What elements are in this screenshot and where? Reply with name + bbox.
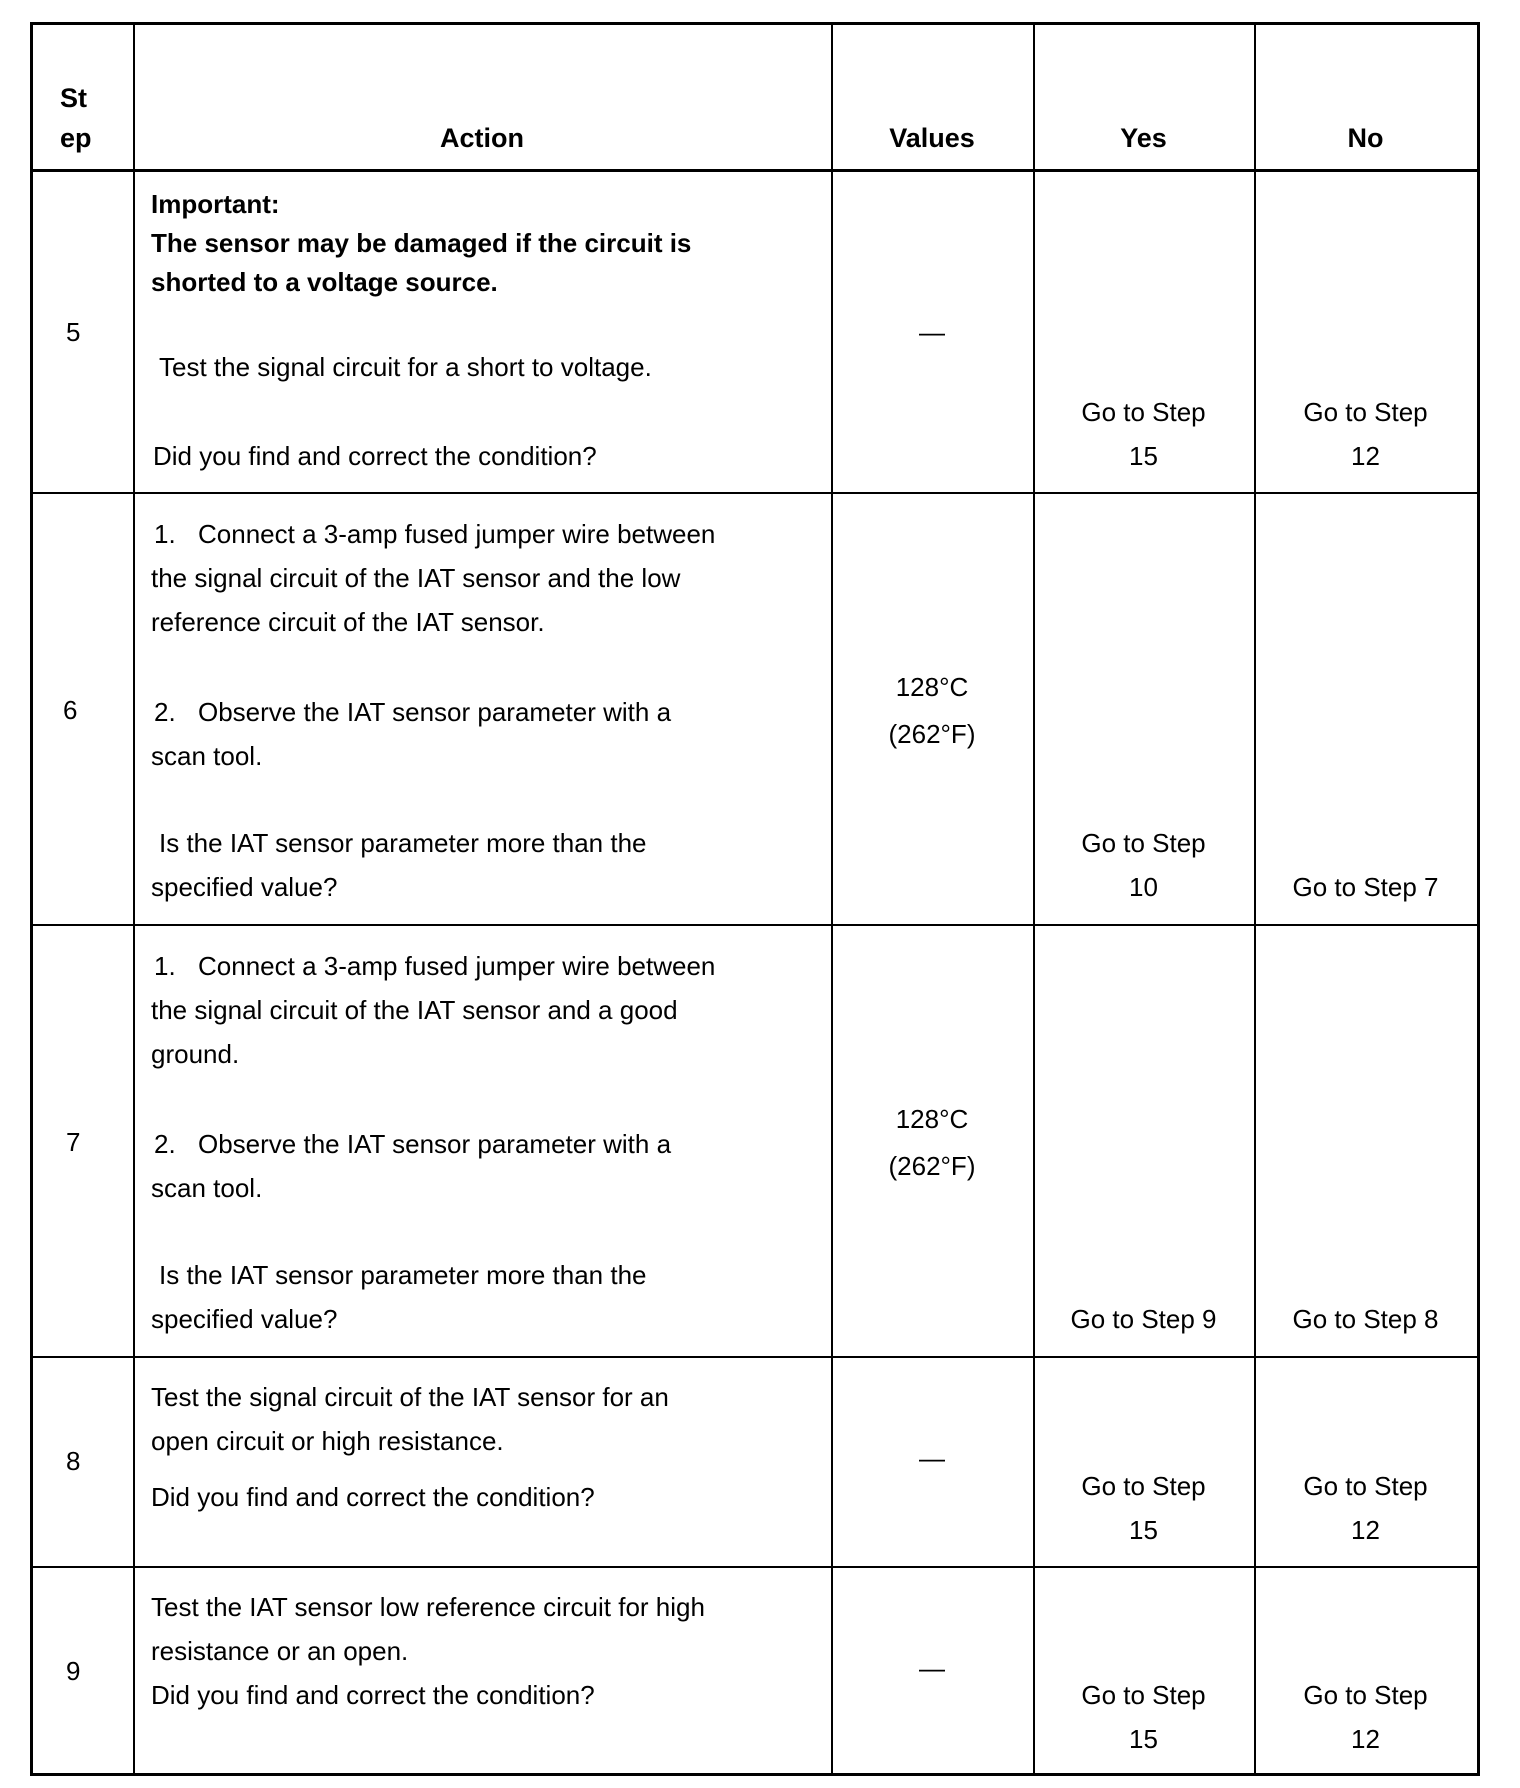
action-text	[151, 1375, 669, 1463]
step-line: scan tool.	[151, 741, 263, 771]
no-cell	[1254, 1297, 1477, 1341]
numbered-step-number: 1.	[154, 519, 176, 549]
action-question	[151, 1253, 647, 1341]
action-question	[151, 821, 647, 909]
action-question: Did you find and correct the condition?	[151, 1482, 595, 1512]
question-line: Is the IAT sensor parameter more than the	[159, 1260, 647, 1290]
table-border-left	[30, 22, 33, 1776]
important-note	[151, 224, 691, 302]
yes-cell	[1033, 1297, 1254, 1341]
step-line: ground.	[151, 1039, 240, 1069]
step-line: Observe the IAT sensor parameter with a	[198, 697, 672, 727]
step-number: 6	[63, 695, 78, 725]
action-line: resistance or an open.	[151, 1636, 409, 1666]
action-line: open circuit or high resistance.	[151, 1426, 504, 1456]
no-line: Go to Step	[1303, 1680, 1428, 1710]
action-line: Test the signal circuit of the IAT sensor for an	[151, 1382, 669, 1412]
header-no: No	[1347, 123, 1384, 153]
step-line: Connect a 3-amp fused jumper wire between	[198, 951, 716, 981]
action-line: Test the IAT sensor low reference circuit for high	[151, 1592, 705, 1622]
yes-line: 15	[1129, 1515, 1158, 1545]
column-divider	[133, 22, 135, 1776]
step-line: reference circuit of the IAT sensor.	[151, 607, 545, 637]
numbered-step	[151, 1122, 671, 1210]
important-line: shorted to a voltage source.	[151, 267, 498, 297]
value-line: 128°C	[895, 672, 969, 702]
value-cell: —	[919, 1443, 945, 1473]
value-line: (262°F)	[888, 1151, 976, 1181]
yes-line: 15	[1129, 1724, 1158, 1754]
yes-line: Go to Step 9	[1070, 1304, 1217, 1334]
header-values: Values	[889, 123, 975, 153]
yes-cell	[1033, 821, 1254, 909]
row-divider	[30, 492, 1480, 494]
row-divider	[30, 924, 1480, 926]
header-step-line: ep	[60, 123, 92, 153]
step-line: the signal circuit of the IAT sensor and the low	[151, 563, 681, 593]
step-line: Connect a 3-amp fused jumper wire between	[198, 519, 716, 549]
column-divider	[831, 22, 833, 1776]
no-cell	[1254, 1673, 1477, 1761]
yes-line: Go to Step	[1081, 1471, 1206, 1501]
step-number: 9	[66, 1656, 81, 1686]
value-cell	[831, 664, 1033, 758]
important-line: The sensor may be damaged if the circuit is	[151, 228, 692, 258]
numbered-step-number: 2.	[154, 1129, 176, 1159]
no-line: Go to Step 7	[1292, 872, 1439, 902]
yes-cell	[1033, 1673, 1254, 1761]
value-line: (262°F)	[888, 719, 976, 749]
step-line: scan tool.	[151, 1173, 263, 1203]
no-cell	[1254, 865, 1477, 909]
important-label: Important:	[151, 189, 280, 219]
no-line: 12	[1351, 1515, 1380, 1545]
numbered-step-number: 1.	[154, 951, 176, 981]
table-border-right	[1477, 22, 1480, 1776]
no-line: 12	[1351, 441, 1380, 471]
step-number: 7	[66, 1127, 81, 1157]
yes-cell	[1033, 390, 1254, 478]
action-text	[151, 1585, 705, 1673]
no-line: Go to Step	[1303, 1471, 1428, 1501]
header-step-line: St	[60, 83, 87, 113]
no-cell	[1254, 390, 1477, 478]
step-number: 5	[66, 317, 81, 347]
table-border-top	[30, 22, 1480, 25]
no-line: Go to Step 8	[1292, 1304, 1439, 1334]
table-border-bottom	[30, 1773, 1480, 1776]
header-action: Action	[440, 123, 524, 153]
numbered-step-number: 2.	[154, 697, 176, 727]
row-divider	[30, 1356, 1480, 1358]
header-yes: Yes	[1120, 123, 1167, 153]
action-text: Test the signal circuit for a short to voltage.	[159, 352, 652, 382]
yes-line: Go to Step	[1081, 397, 1206, 427]
yes-cell	[1033, 1464, 1254, 1552]
action-question: Did you find and correct the condition?	[151, 1680, 595, 1710]
step-line: Observe the IAT sensor parameter with a	[198, 1129, 672, 1159]
question-line: Is the IAT sensor parameter more than the	[159, 828, 647, 858]
yes-line: 15	[1129, 441, 1158, 471]
numbered-step	[151, 512, 715, 644]
no-cell	[1254, 1464, 1477, 1552]
question-line: specified value?	[151, 872, 338, 902]
header-step	[60, 78, 92, 158]
value-cell: —	[919, 317, 945, 347]
question-line: specified value?	[151, 1304, 338, 1334]
value-line: 128°C	[895, 1104, 969, 1134]
action-question: Did you find and correct the condition?	[153, 441, 597, 471]
step-number: 8	[66, 1446, 81, 1476]
numbered-step	[151, 944, 715, 1076]
no-line: Go to Step	[1303, 397, 1428, 427]
yes-line: Go to Step	[1081, 828, 1206, 858]
row-divider	[30, 1566, 1480, 1568]
numbered-step	[151, 690, 671, 778]
yes-line: 10	[1129, 872, 1158, 902]
header-divider	[30, 169, 1480, 172]
step-line: the signal circuit of the IAT sensor and a good	[151, 995, 678, 1025]
value-cell	[831, 1096, 1033, 1190]
no-line: 12	[1351, 1724, 1380, 1754]
value-cell: —	[919, 1653, 945, 1683]
diagnostic-table	[30, 22, 1480, 1776]
yes-line: Go to Step	[1081, 1680, 1206, 1710]
